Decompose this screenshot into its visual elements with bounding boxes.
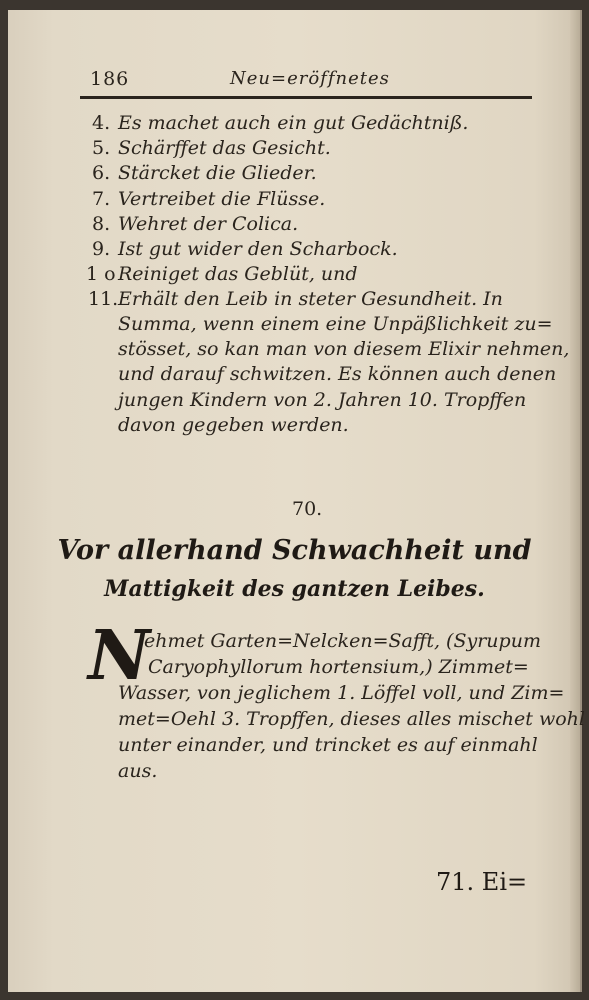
paragraph-line: Summa, wenn einem eine Unpäßlichkeit zu= bbox=[118, 313, 553, 335]
page-header bbox=[80, 66, 532, 99]
page-number: 186 bbox=[90, 68, 130, 90]
recipe-line: unter einander, und trincket es auf einmahl bbox=[118, 734, 538, 756]
recipe-line: met=Oehl 3. Tropffen, dieses alles mischet wohl bbox=[118, 708, 585, 730]
list-item bbox=[92, 213, 298, 235]
drop-cap: N bbox=[88, 616, 151, 696]
recipe-title-line-1: Vor allerhand Schwachheit und bbox=[57, 535, 532, 566]
list-item-number: 6. bbox=[92, 162, 111, 184]
paragraph-line: und darauf schwitzen. Es können auch denen bbox=[118, 363, 557, 385]
list-item bbox=[92, 112, 468, 134]
list-item bbox=[92, 137, 331, 159]
list-item-text: Schärffet das Gesicht. bbox=[118, 137, 331, 159]
list-item-number: 5. bbox=[92, 137, 111, 159]
recipe-line: Wasser, von jeglichem 1. Löffel voll, und Zim= bbox=[118, 682, 565, 704]
list-item-number: 4. bbox=[92, 112, 111, 134]
paragraph-line: jungen Kindern von 2. Jahren 10. Tropffen bbox=[118, 389, 527, 411]
paragraph-line: stösset, so kan man von diesem Elixir nehmen, bbox=[118, 338, 570, 360]
recipe-line: ehmet Garten=Nelcken=Safft, (Syrupum bbox=[144, 630, 541, 652]
list-item-text: Es machet auch ein gut Gedächtniß. bbox=[118, 112, 469, 134]
page-edge bbox=[570, 10, 580, 992]
list-item-text: Ist gut wider den Scharbock. bbox=[118, 238, 398, 260]
list-item-number: 1 o bbox=[86, 263, 116, 285]
catchword: 71. Ei= bbox=[436, 868, 528, 896]
list-item bbox=[88, 288, 503, 310]
list-item-text: Erhält den Leib in steter Gesundheit. In bbox=[118, 288, 503, 310]
list-item bbox=[92, 188, 325, 210]
list-item-text: Wehret der Colica. bbox=[118, 213, 299, 235]
recipe-number: 70. bbox=[292, 498, 323, 520]
list-item bbox=[92, 238, 398, 260]
recipe-title-line-2: Mattigkeit des gantzen Leibes. bbox=[104, 576, 485, 602]
list-item bbox=[92, 162, 317, 184]
list-item-text: Vertreibet die Flüsse. bbox=[118, 188, 326, 210]
paragraph-line: davon gegeben werden. bbox=[118, 414, 349, 436]
running-head: Neu=eröffnetes bbox=[230, 68, 390, 89]
list-item-number: 11. bbox=[88, 288, 119, 310]
list-item-number: 7. bbox=[92, 188, 111, 210]
list-item-number: 9. bbox=[92, 238, 111, 260]
list-item-text: Reiniget das Geblüt, und bbox=[118, 263, 358, 285]
recipe-line: aus. bbox=[118, 760, 158, 782]
list-item-number: 8. bbox=[92, 213, 111, 235]
recipe-line: Caryophyllorum hortensium,) Zimmet= bbox=[148, 656, 529, 678]
list-item bbox=[86, 263, 358, 285]
list-item-text: Stärcket die Glieder. bbox=[118, 162, 317, 184]
